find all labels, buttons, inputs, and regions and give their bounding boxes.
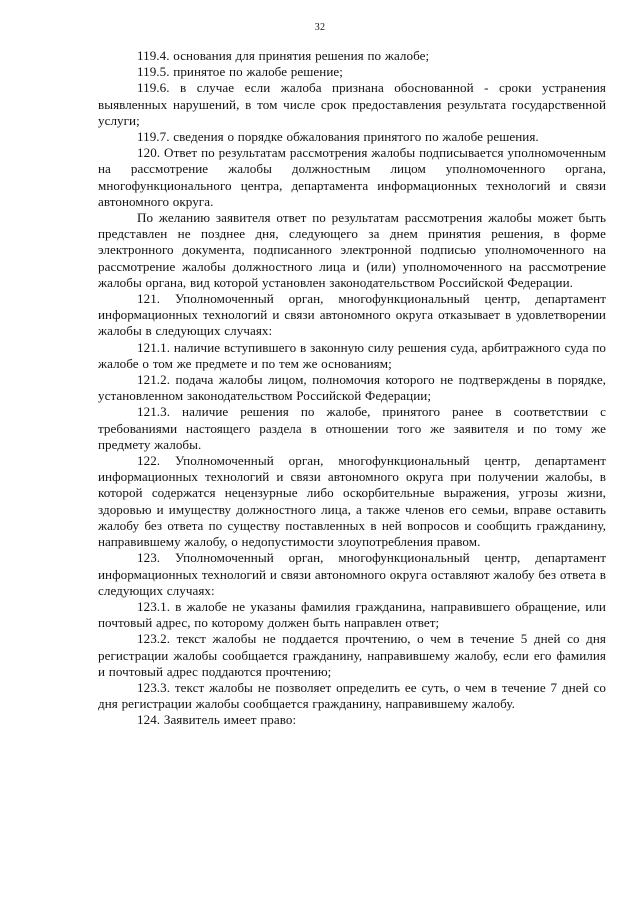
paragraph-119-7: 119.7. сведения о порядке обжалования принятого по жалобе решения. [137, 129, 539, 145]
paragraph-120: 120. Ответ по результатам рассмотрения жалобы подписывается уполномоченным на рассмотрение жалобы должностным лицом уполномоченного органа, многофункционального центра, департамента информационных технологий и связи автономного округа. [98, 145, 606, 209]
document-body [98, 48, 606, 729]
paragraph-119-4: 119.4. основания для принятия решения по жалобе; [137, 48, 430, 63]
page-number: 32 [314, 22, 326, 33]
paragraph-120-electronic-answer: По желанию заявителя ответ по результатам рассмотрения жалобы может быть представлен не позднее дня, следующего за днем принятия решения, в форме электронного документа, подписанного электронной подписью уполномоченного на рассмотрение жалобы должностного лица и (или) уполномоченного на рассмотрение жалобы органа, вид которой установлен законодательством Российской Федерации. [98, 210, 606, 290]
paragraph-124: 124. Заявитель имеет право: [137, 712, 297, 728]
paragraph-123: 123. Уполномоченный орган, многофункциональный центр, департамент информационных технологий и связи автономного округа оставляют жалобу без ответа в следующих случаях: [98, 550, 606, 598]
paragraph-121-3: 121.3. наличие решения по жалобе, принятого ранее в соответствии с требованиями настоящего раздела в отношении того же заявителя и по тому же предмету жалобы. [98, 404, 606, 452]
paragraph-121: 121. Уполномоченный орган, многофункциональный центр, департамент информационных технологий и связи автономного округа отказывает в удовлетворении жалобы в следующих случаях: [98, 291, 606, 339]
paragraph-123-1: 123.1. в жалобе не указаны фамилия гражданина, направившего обращение, или почтовый адрес, по которому должен быть направлен ответ; [98, 598, 606, 631]
paragraph-123-2: 123.2. текст жалобы не поддается прочтению, о чем в течение 5 дней со дня регистрации жалобы сообщается гражданину, направившему жалобу, если его фамилия и почтовый адрес поддаются прочтению; [98, 631, 606, 679]
paragraph-122: 122. Уполномоченный орган, многофункциональный центр, департамент информационных технологий и связи автономного округа при получении жалобы, в которой содержатся нецензурные либо оскорбительные выражения, угрозы жизни, здоровью и имуществу должностного лица, а также членов его семьи, вправе оставить жалобу без ответа по существу поставленных в ней вопросов и сообщить гражданину, направившему жалобу, о недопустимости злоупотребления правом. [98, 453, 606, 550]
paragraph-121-2: 121.2. подача жалобы лицом, полномочия которого не подтверждены в порядке, установленном законодательством Российской Федерации; [98, 372, 606, 404]
paragraph-119-6: 119.6. в случае если жалоба признана обоснованной - сроки устранения выявленных нарушений, в том числе срок предоставления результата государственной услуги; [98, 80, 606, 128]
paragraph-123-3: 123.3. текст жалобы не позволяет определить ее суть, о чем в течение 7 дней со дня регистрации жалобы сообщается гражданину, направившему жалобу. [98, 679, 606, 712]
paragraph-119-5: 119.5. принятое по жалобе решение; [137, 64, 343, 80]
paragraph-121-1: 121.1. наличие вступившего в законную силу решения суда, арбитражного суда по жалобе о том же предмете и по тем же основаниям; [98, 339, 606, 371]
